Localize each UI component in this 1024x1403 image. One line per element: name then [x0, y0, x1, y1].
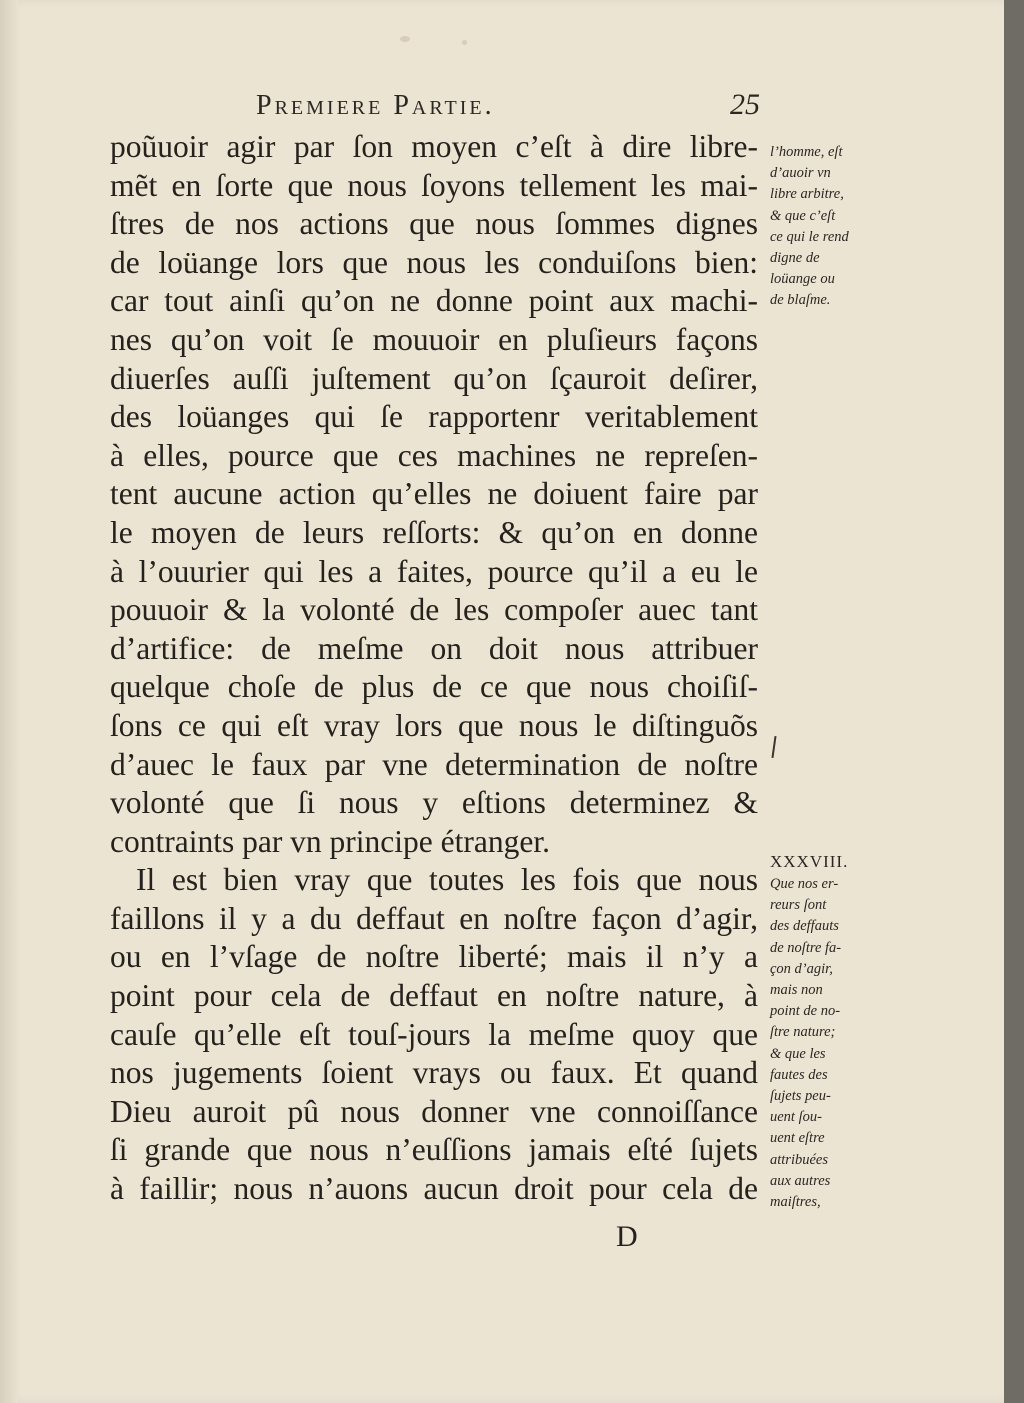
text-line: le moyen de leurs reſſorts: & qu’on en donne [110, 514, 758, 550]
text-line: à l’ouurier qui les a faites, pource qu’il a eu le [110, 553, 758, 589]
margin-mark [771, 736, 776, 758]
margin-note-line: mais non [770, 982, 823, 999]
text-line: nos jugements ſoient vrays ou faux. Et quand [110, 1055, 758, 1091]
margin-note-line: d’auoir vn [770, 165, 831, 182]
margin-note-line: libre arbitre, [770, 186, 844, 203]
text-line: quelque choſe de plus de ce que nous choiſiſ- [110, 669, 758, 705]
text-line: diuerſes auſſi juſtement qu’on ſçauroit deſirer, [110, 360, 758, 396]
margin-note-line: & que les [770, 1045, 826, 1062]
text-line: ſtres de nos actions que nous ſommes dignes [110, 206, 758, 242]
text-line: d’auec le faux par vne determination de noſtre [110, 746, 758, 782]
margin-note-line: aux autres [770, 1172, 831, 1189]
text-line: nes qu’on voit ſe mouuoir en pluſieurs façons [110, 321, 758, 357]
margin-note-line: des deffauts [770, 918, 839, 935]
text-line: point pour cela de deffaut en noſtre nature, à [110, 978, 758, 1014]
margin-note-line: point de no- [770, 1003, 841, 1020]
page-gutter [0, 0, 18, 1403]
text-line: à faillir; nous n’auons aucun droit pour cela de [110, 1171, 758, 1207]
main-text-block [110, 128, 758, 1209]
margin-note-line: de blaſme. [770, 292, 831, 309]
text-line: ſons ce qui eſt vray lors que nous le diſtinguõs [110, 707, 758, 743]
text-line: tent aucune action qu’elles ne doiuent faire par [110, 476, 758, 512]
article-number: XXXVIII. [770, 852, 849, 871]
margin-note-line: Que nos er- [770, 876, 839, 892]
margin-note [770, 850, 890, 1213]
margin-note-line: l’homme, eſt [770, 144, 843, 160]
margin-note-line: loüange ou [770, 271, 835, 288]
margin-note-line: ſtre nature; [770, 1024, 836, 1041]
margin-note-line: digne de [770, 250, 820, 267]
text-line: ſi grande que nous n’euſſions jamais eſté ſujets [110, 1132, 758, 1168]
text-line: de loüange lors que nous les conduiſons bien: [110, 244, 758, 280]
margin-note-line: uent ſou- [770, 1109, 822, 1126]
paper-stain [462, 40, 467, 45]
margin-note-line: ſujets peu- [770, 1088, 831, 1105]
text-line: à elles, pource que ces machines ne repreſen- [110, 437, 758, 473]
margin-note-line: maiſtres, [770, 1194, 821, 1211]
text-line: cauſe qu’elle eſt touſ-jours la meſme quoy que [110, 1016, 758, 1052]
page-number: 25 [730, 88, 760, 121]
margin-note-line: reurs ſont [770, 897, 827, 914]
text-line: car tout ainſi qu’on ne donne point aux machi- [110, 283, 758, 319]
running-title: Premiere Partie. [256, 90, 495, 121]
text-line: poũuoir agir par ſon moyen c’eſt à dire libre- [110, 129, 758, 164]
margin-note-line: uent eſtre [770, 1130, 825, 1147]
margin-note [770, 142, 890, 312]
margin-note-line: attribuées [770, 1151, 828, 1168]
text-line: volonté que ſi nous y eſtions determinez & [110, 785, 758, 821]
text-line: contraints par vn principe étranger. [110, 823, 550, 859]
text-line: pouuoir & la volonté de les compoſer auec tant [110, 592, 758, 628]
margin-note-line: ce qui le rend [770, 228, 849, 245]
scan-background [1004, 0, 1024, 1403]
margin-note-line: de noſtre fa- [770, 939, 842, 956]
signature-mark: D [616, 1220, 638, 1253]
text-line: Dieu auroit pû nous donner vne connoiſſance [110, 1093, 758, 1129]
text-line: Il est bien vray que toutes les fois que nous [136, 862, 758, 898]
text-line: des loüanges qui ſe rapportenr veritablement [110, 399, 758, 435]
margin-note-line: çon d’agir, [770, 960, 833, 977]
page-header [256, 86, 776, 126]
text-line: ou en l’vſage de noſtre liberté; mais il n’y a [110, 939, 758, 975]
text-line: mẽt en ſorte que nous ſoyons tellement les mai- [110, 167, 758, 203]
text-line: faillons il y a du deffaut en noſtre façon d’agir, [110, 900, 758, 936]
margin-note-line: & que c’eſt [770, 207, 836, 224]
paper-stain [400, 36, 410, 42]
text-line: d’artifice: de meſme on doit nous attribuer [110, 630, 758, 666]
margin-note-line: fautes des [770, 1066, 828, 1083]
